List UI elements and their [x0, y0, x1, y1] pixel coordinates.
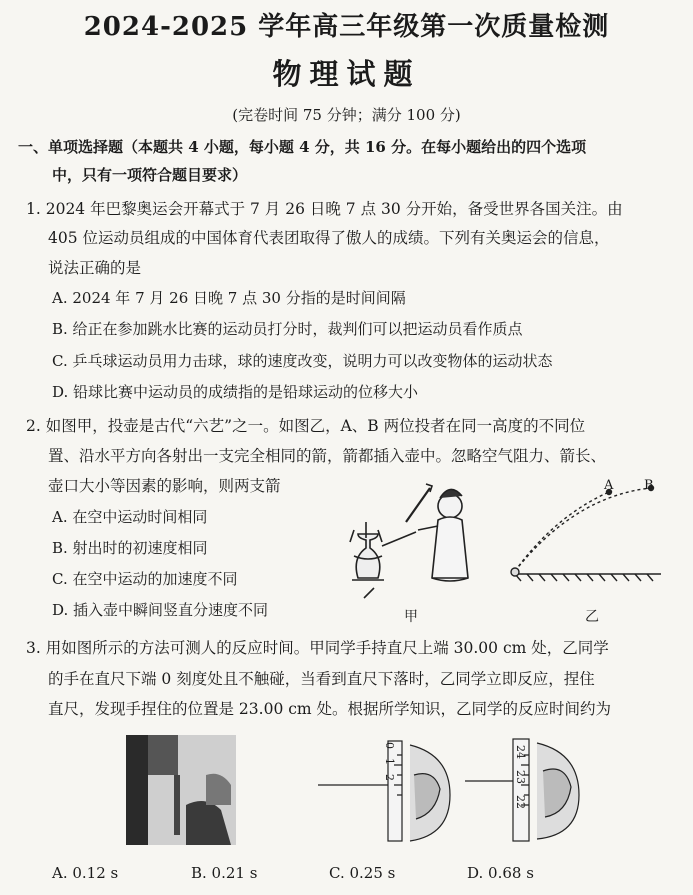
q1-line3: 说法正确的是 — [48, 259, 142, 277]
figure-label-a: A — [604, 478, 614, 493]
q2-line3: 壶口大小等因素的影响，则两支箭 — [48, 477, 281, 495]
q3-option-c: C. 0.25 s — [329, 864, 396, 882]
ruler1-tick-0: 0 — [383, 742, 396, 749]
q3-option-a: A. 0.12 s — [52, 864, 119, 882]
q1-line2: 405 位运动员组成的中国体育代表团取得了傲人的成绩。下列有关奥运会的信息， — [48, 229, 610, 247]
figure-yi — [505, 476, 665, 601]
figure-jia — [340, 480, 500, 610]
ruler-figure-1 — [318, 735, 468, 845]
q2-line2: 置、沿水平方向各射出一支完全相同的箭，箭都插入壶中。忽略空气阻力、箭长、 — [48, 447, 607, 465]
q3-line3: 直尺，发现手捏住的位置是 23.00 cm 处。根据所学知识，乙同学的反应时间约为 — [48, 700, 612, 718]
q1-line1: 1. 2024 年巴黎奥运会开幕式于 7 月 26 日晚 7 点 30 分开始，备受世界各国关注。由 — [26, 200, 623, 218]
q1-option-a: A. 2024 年 7 月 26 日晚 7 点 30 分指的是时间间隔 — [52, 289, 406, 307]
exam-title: 2024-2025 学年高三年级第一次质量检测 — [83, 12, 610, 42]
ruler-figure-2 — [465, 735, 605, 845]
q1-option-d: D. 铅球比赛中运动员的成绩指的是铅球运动的位移大小 — [52, 383, 419, 401]
ruler2-tick-24: 24 — [514, 745, 527, 759]
q1-option-c: C. 乒乓球运动员用力击球，球的速度改变，说明力可以改变物体的运动状态 — [52, 352, 553, 370]
figure-label-b: B — [644, 478, 654, 493]
q3-line2: 的手在直尺下端 0 刻度处且不触碰，当看到直尺下落时，乙同学立即反应，捏住 — [48, 670, 595, 688]
q1-option-b: B. 给正在参加跳水比赛的运动员打分时，裁判们可以把运动员看作质点 — [52, 320, 523, 338]
q3-line1: 3. 用如图所示的方法可测人的反应时间。甲同学手持直尺上端 30.00 cm 处，乙同学 — [26, 639, 609, 657]
ruler2-tick-22: 22 — [514, 795, 527, 809]
q2-option-d: D. 插入壶中瞬间竖直分速度不同 — [52, 601, 269, 619]
q2-option-b: B. 射出时的初速度相同 — [52, 539, 208, 557]
ruler1-tick-2: 2 — [383, 774, 396, 781]
figure-jia-caption: 甲 — [404, 609, 418, 625]
section-heading-line1: 一、单项选择题（本题共 4 小题，每小题 4 分，共 16 分。在每小题给出的四个选项 — [18, 138, 587, 156]
section-heading-line2: 中，只有一项符合题目要求） — [52, 166, 248, 184]
q2-option-a: A. 在空中运动时间相同 — [52, 508, 208, 526]
figure-yi-caption: 乙 — [585, 609, 599, 625]
ruler1-tick-1: 1 — [383, 758, 396, 765]
photo-figure — [126, 735, 236, 845]
q2-line1: 2. 如图甲，投壶是古代“六艺”之一。如图乙，A、B 两位投者在同一高度的不同位 — [26, 417, 586, 435]
ruler2-tick-23: 23 — [514, 770, 527, 784]
subject-title: 物理试题 — [272, 57, 421, 91]
q3-option-d: D. 0.68 s — [467, 864, 534, 882]
q3-option-b: B. 0.21 s — [191, 864, 258, 882]
q2-option-c: C. 在空中运动的加速度不同 — [52, 570, 238, 588]
exam-note: (完卷时间 75 分钟；满分 100 分) — [232, 106, 461, 124]
